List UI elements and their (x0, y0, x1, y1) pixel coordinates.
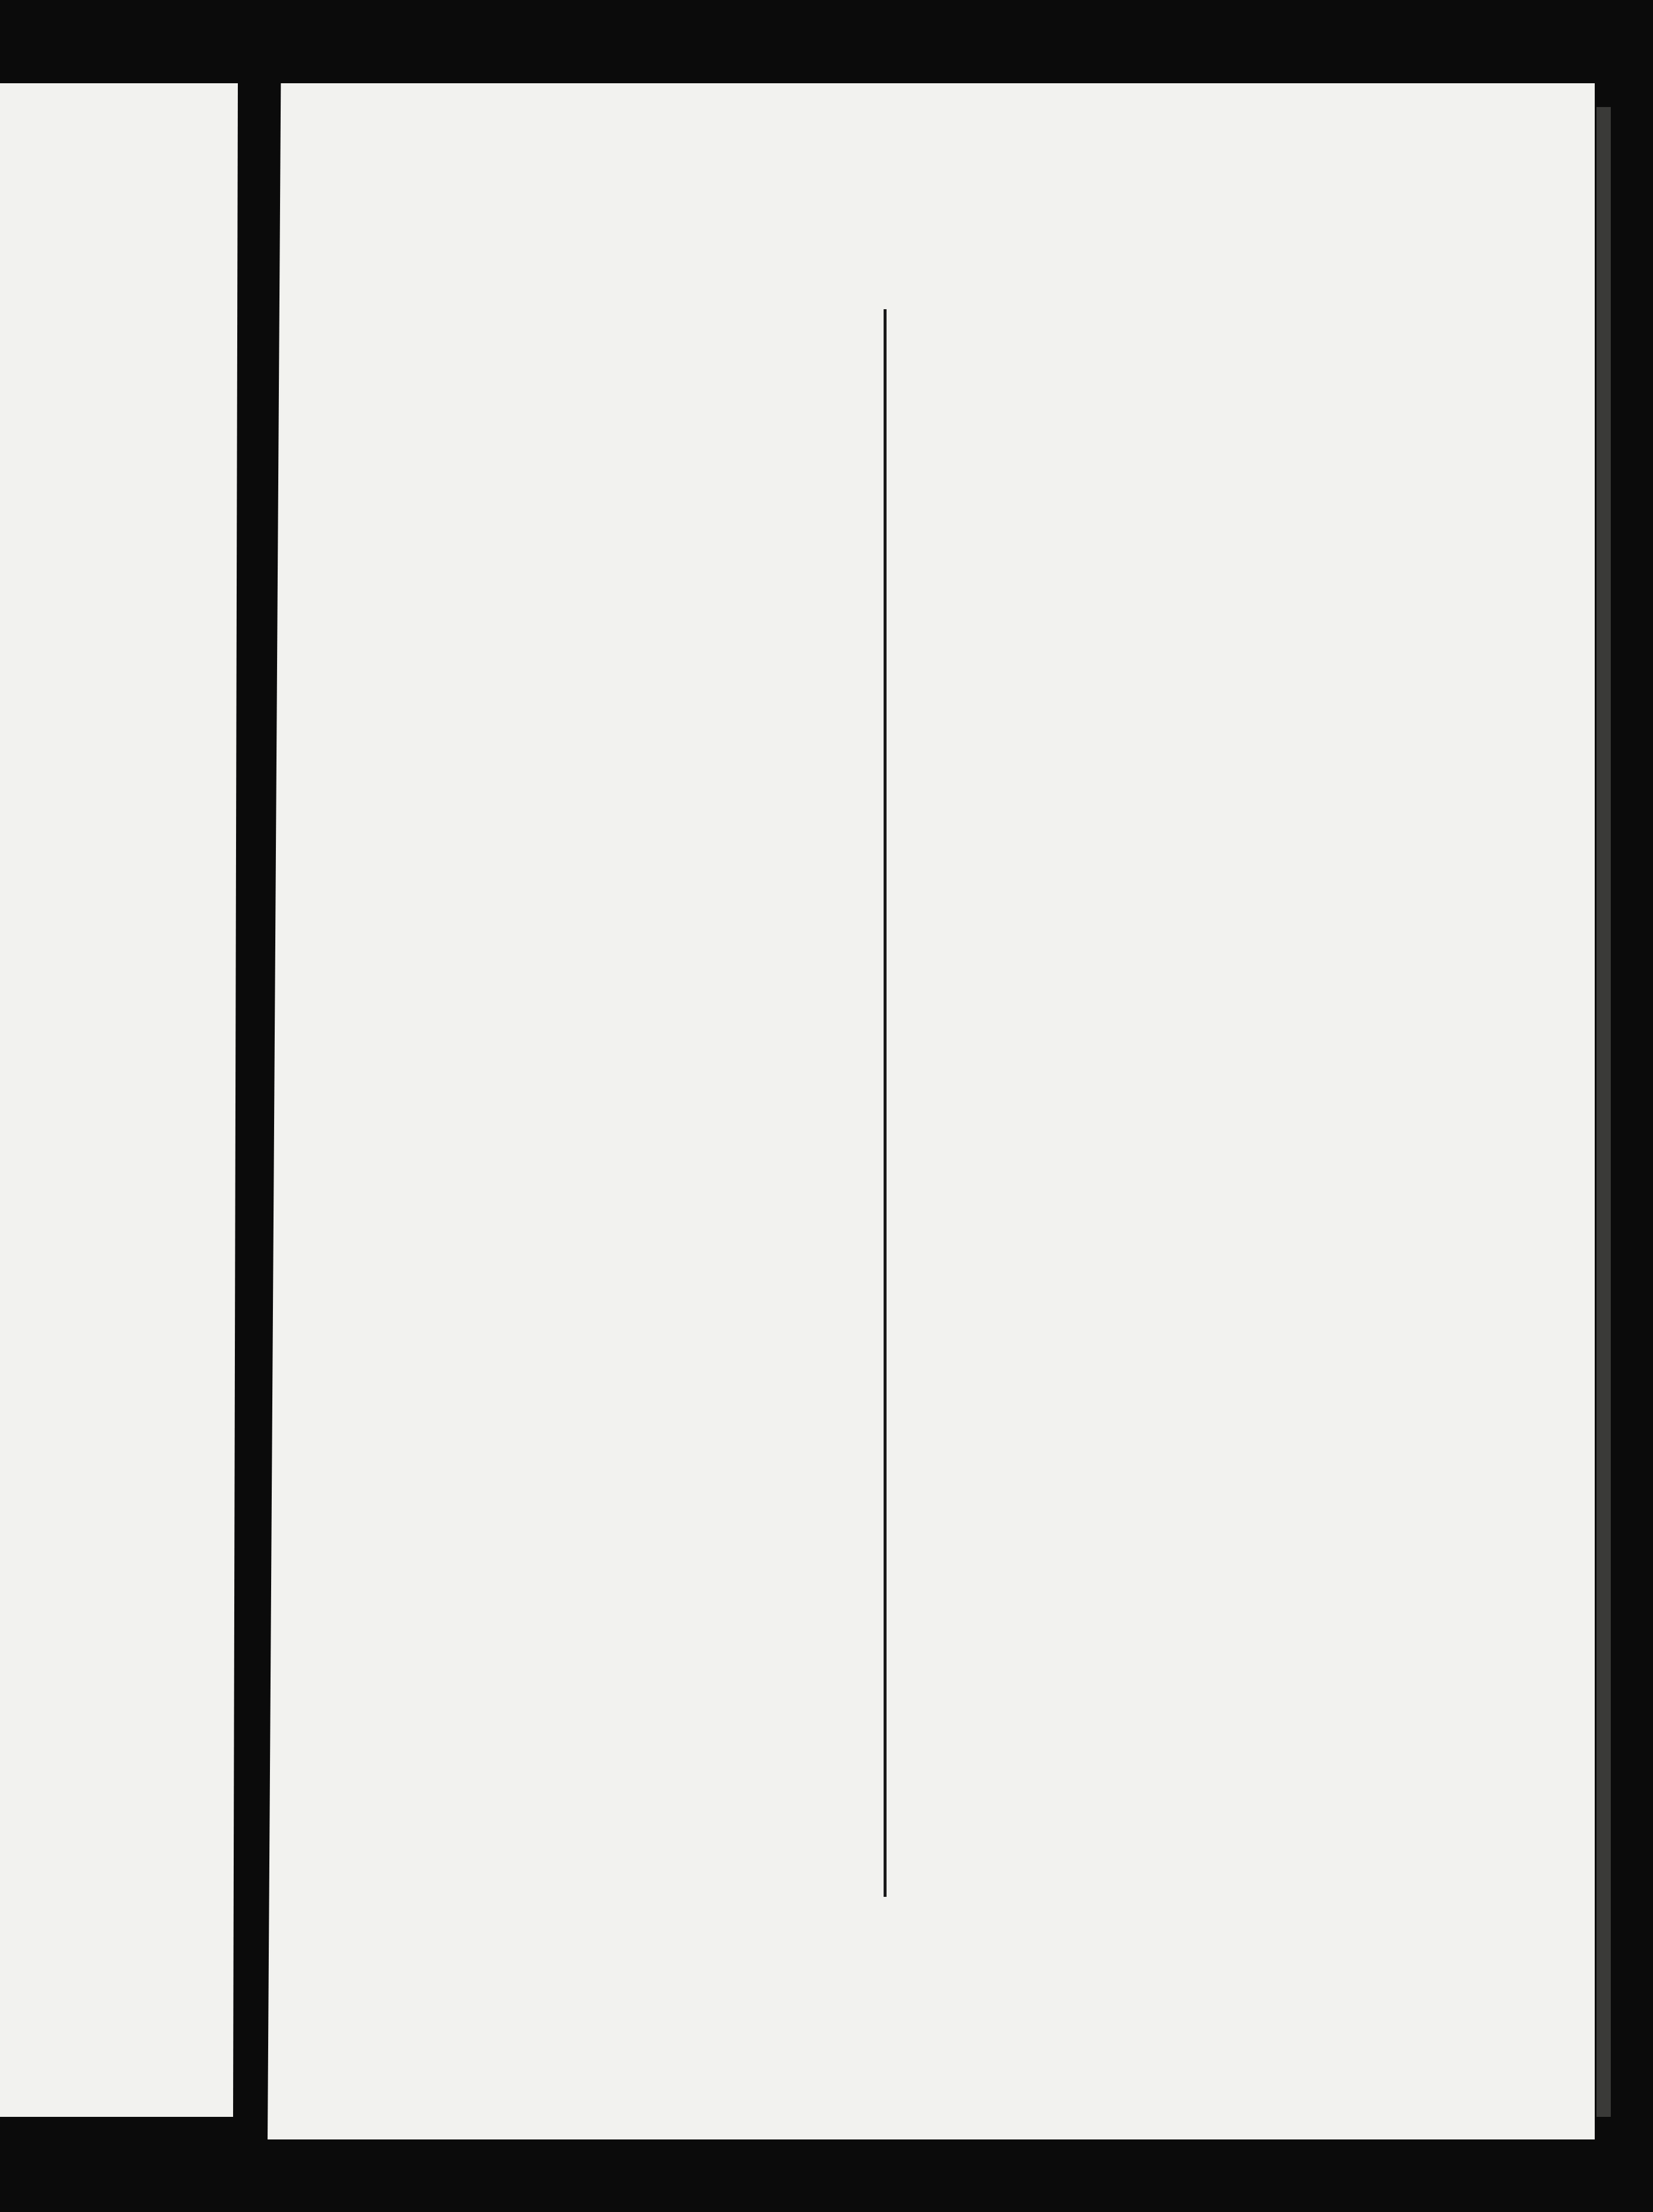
page-edge (1597, 107, 1611, 2117)
index-column-one (404, 303, 892, 1897)
column-divider (884, 309, 887, 1897)
index-column-two (907, 303, 1401, 1921)
left-page-column (0, 284, 134, 1902)
